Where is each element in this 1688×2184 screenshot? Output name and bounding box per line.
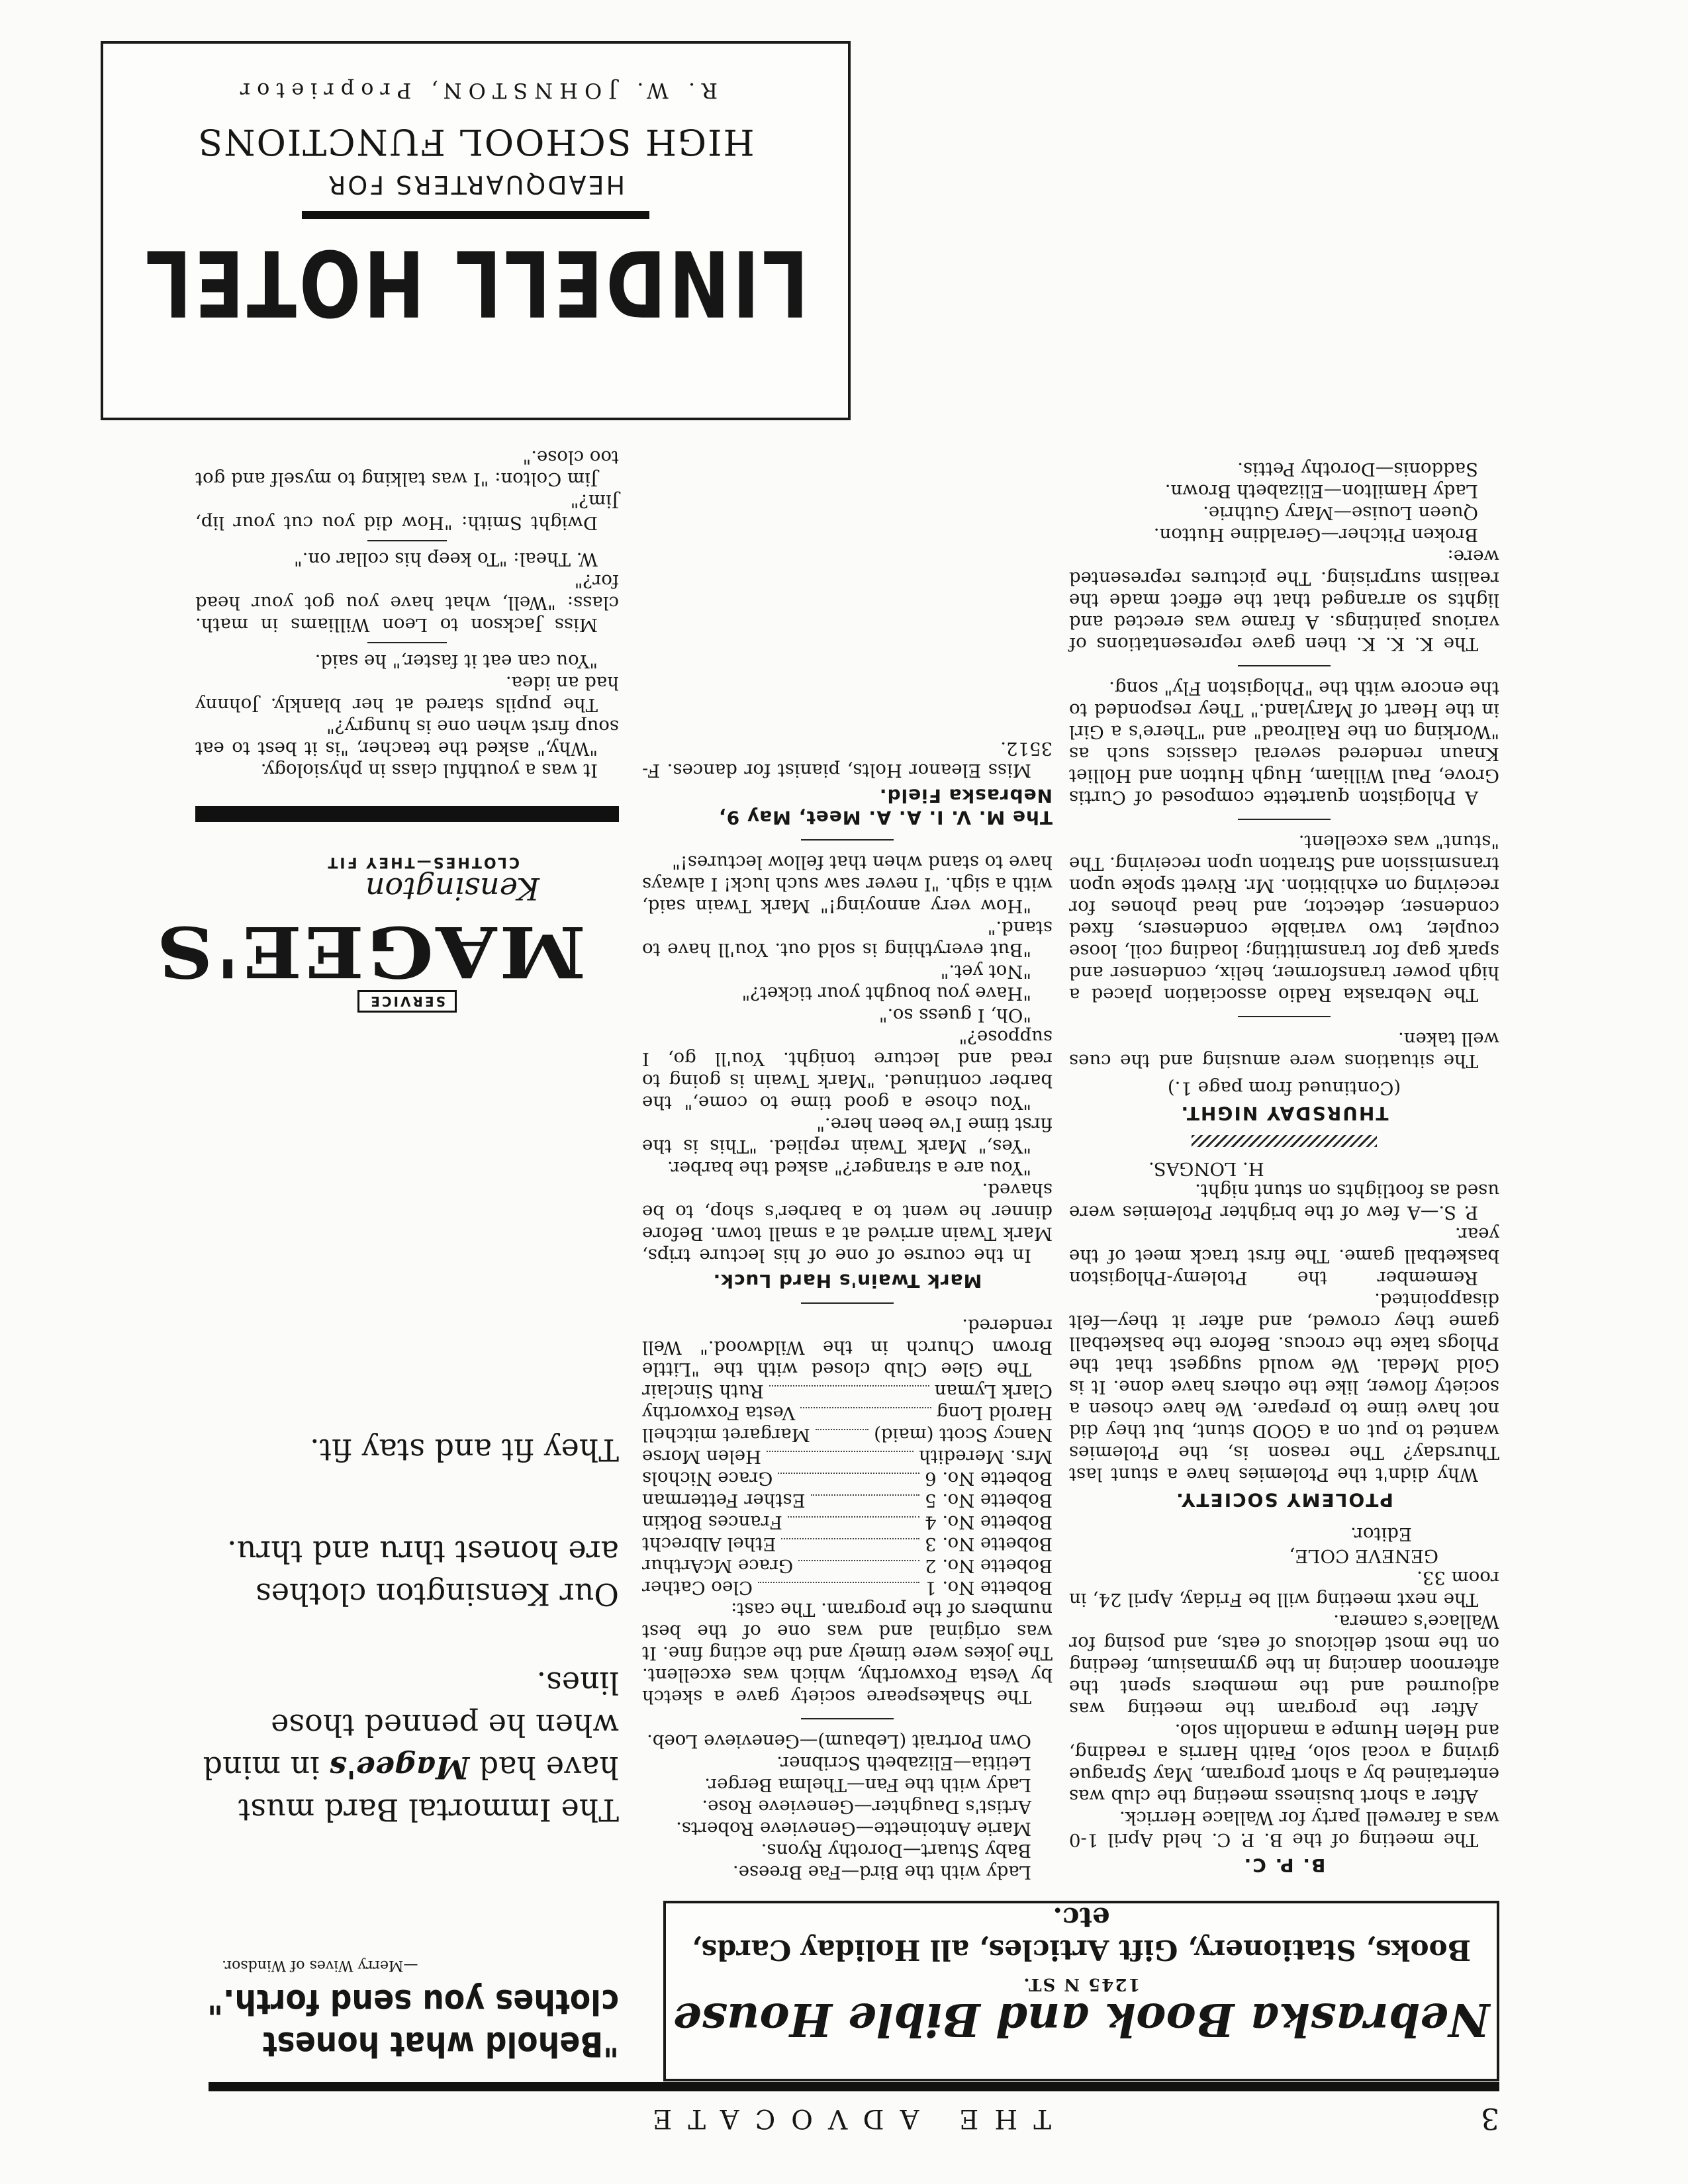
- list-item: Lady Hamilton—Elizabeth Brown.: [1164, 480, 1478, 502]
- paragraph: "Have you bought your ticket?": [741, 983, 1031, 1004]
- list-item: Letitia—Elizabeth Scribner.: [776, 1752, 1031, 1774]
- paragraph: It was a youthful class in physiology.: [260, 760, 598, 781]
- divider: [367, 540, 447, 541]
- paragraph: The pupils stared at her blankly. Johnny had an idea.: [195, 672, 619, 715]
- newspaper-title: THE ADVOCATE: [637, 2103, 1051, 2134]
- leader-dots: [811, 1494, 919, 1496]
- paragraph: After the program the meeting was adjourned and the members spent the afternoon dancing in the gymnasium, feeding on the most delicious of eats, and posing for Wallace's camera.: [1069, 1611, 1499, 1719]
- paragraph: "Why," asked the teacher, "is it best to eat soup first when one is hungry?": [195, 716, 619, 759]
- leader-dots: [798, 1560, 919, 1561]
- leader-dots: [788, 1516, 919, 1518]
- column-3-jokes: [195, 446, 619, 781]
- paragraph: In the course of one of his lecture trips, Mark Twain arrived at a small town. Before dinner he went to a barber's shop, to be shaved.: [642, 1179, 1053, 1266]
- ad-verse-2: Our Kensington clothes are honest thru and thru.: [227, 1534, 619, 1612]
- magees-ad: [154, 804, 619, 2065]
- cast-role: Harold Long: [936, 1402, 1053, 1424]
- list-item: Broken Pitcher—Geraldine Hutton.: [1153, 524, 1478, 545]
- paragraph: The Glee Club closed with the "Little Brown Church in the Wildwood." Well rendered.: [642, 1315, 1053, 1380]
- paragraph: Dwight Smith: "How did you cut your lip, Jim?": [195, 490, 619, 533]
- cast-actor: Helen Morse: [642, 1446, 762, 1467]
- paragraph: The Shakespeare society gave a sketch by Vesta Foxworthy, which was excellent. The jokes were timely and the acting fine. It was original and was one of the best numbers of the program. The cast:: [642, 1599, 1053, 1707]
- paragraph: The Nebraska Radio association placed a high power transformer, helix, condenser and spark gap for transmitting; loading coil, loose coupler, two variable condensers, fixed condenser, detector, and head phones for receiving on exhibition. Mr. Rivett spoke upon transmission and Stratton upon receiving. The "stunt" was excellent.: [1069, 831, 1499, 1005]
- cast-row: [642, 1424, 1053, 1445]
- page-header: [0, 2091, 1688, 2138]
- cast-row: [642, 1380, 1053, 1402]
- cast-actor: Vesta Foxworthy: [642, 1402, 796, 1424]
- cast-role: Bobette No. 2: [925, 1555, 1053, 1576]
- cast-role: Nancy Scott (maid): [874, 1424, 1053, 1445]
- divider: [367, 642, 447, 643]
- cast-row: [642, 1511, 1053, 1533]
- thursday-subheading: (Continued from page 1.): [1167, 1077, 1401, 1099]
- logo-script: Kensington: [365, 871, 539, 907]
- paragraph: The meeting of the B. P. C. held April 1-0 was a farewell party for Wallace Herrick.: [1069, 1807, 1499, 1850]
- paragraph: Miss Jackson to Leon Williams in math. class: "Well, what have you got your head for?": [195, 570, 619, 635]
- column-1: [1069, 458, 1499, 1883]
- ptolemy-heading: PTOLEMY SOCIETY.: [1175, 1489, 1393, 1511]
- cast-role: Bobette No. 4: [925, 1512, 1053, 1533]
- leader-dots: [800, 1407, 931, 1408]
- header-rule: [209, 2082, 1499, 2091]
- signature: GENEVE COLE,: [1289, 1545, 1438, 1567]
- paragraph: A Phlogiston quartette composed of Curtis Grove, Paul William, Hugh Hutton and Holliet Knaun rendered several classics such as "Working on the Railroad" and "There's a Girl in the Heart of Maryland." They responded to the encore with the "Phlogiston Fly" song.: [1069, 678, 1499, 808]
- cast-actor: Grace Nichols: [642, 1468, 773, 1489]
- cast-row: [642, 1467, 1053, 1489]
- cast-row: [642, 1445, 1053, 1467]
- logo-service-tag: SERVICE: [357, 990, 457, 1013]
- divider: [801, 1718, 894, 1719]
- paragraph: Remember the Ptolemy-Phlogiston basketball game. The first track meet of the year.: [1069, 1224, 1499, 1289]
- cast-actor: Cleo Cather: [642, 1577, 753, 1598]
- paragraph: "Not yet.": [940, 961, 1031, 982]
- paragraph: "How very annoying!" Mark Twain said, with a sigh. "I never saw such luck! I always have to stand when that fellow lectures!": [642, 852, 1053, 917]
- paragraph: The situations were amusing and the cues well taken.: [1069, 1028, 1499, 1071]
- cast-actor: Frances Botkin: [642, 1512, 782, 1533]
- divider: [1238, 665, 1331, 666]
- logo-tagline: CLOTHES—THEY FIT: [326, 854, 520, 870]
- cast-actor: Esther Fetterman: [642, 1490, 806, 1511]
- paragraph: After a short business meeting the club was entertained by a short program, May Sprague giving a vocal solo, Faith Harris a reading, and Helen Humpe a mandolin solo.: [1069, 1720, 1499, 1807]
- ad-bottom-rule: [195, 806, 619, 822]
- paragraph: "You chose a good time to come," the barber continued. "Mark Twain is going to read and lecture tonight. You'll go, I suppose?": [642, 1026, 1053, 1113]
- hotel-functions: HIGH SCHOOL FUNCTIONS: [197, 121, 755, 163]
- column-2: [642, 737, 1053, 1883]
- magees-logo: [154, 841, 619, 1013]
- ad-verse-text: in mind when he penned those lines.: [203, 1665, 619, 1786]
- cast-role: Bobette No. 3: [925, 1533, 1053, 1555]
- book-house-ad: [663, 1901, 1499, 2081]
- ad-brand-name: Magee's: [329, 1750, 469, 1786]
- ad-verse-text: The Immortal Bard must have had: [238, 1750, 619, 1828]
- lindell-hotel-ad: [101, 41, 851, 420]
- ad-verse-1: [195, 1662, 619, 1831]
- divider: [801, 1302, 894, 1304]
- hotel-headquarters: HEADQUARTERS FOR: [326, 170, 626, 199]
- list-item: Marie Antoinette—Genevieve Roberts.: [676, 1818, 1031, 1839]
- cast-row: [642, 1533, 1053, 1555]
- page-number: 3: [1481, 2101, 1499, 2135]
- cast-actor: Ethel Albrecht: [642, 1533, 776, 1555]
- mvia-heading: The M. V. I. A. A. Meet, May 9, Nebraska Field.: [718, 785, 1053, 829]
- cast-role: Bobette No. 1: [925, 1577, 1053, 1598]
- cast-role: Bobette No. 6: [925, 1468, 1053, 1489]
- ad-quote-attribution: —Merry Wives of Windsor.: [222, 1957, 418, 1974]
- paragraph: "But everything is sold out. You'll have to stand.": [642, 917, 1053, 960]
- leader-dots: [816, 1429, 868, 1430]
- cast-actor: Grace McArthur: [642, 1555, 794, 1576]
- twain-heading: Mark Twain's Hard Luck.: [712, 1270, 982, 1292]
- cast-role: Mrs. Meredith: [919, 1446, 1053, 1467]
- book-house-name: Nebraska Book and Bible House: [673, 1993, 1490, 2046]
- paragraph: "You can eat it faster," he said.: [314, 651, 598, 672]
- paragraph: Why didn't the Ptolemies have a stunt last Thursday? The reason is, the Ptolemies wanted to put on a GOOD stunt, but they did not have time to prepare. We have chosen a society flower, like the others have done. It is Gold Medal. We would suggest that the Phlogs take the crocus. Before the basketball game they crowed, and after it they—felt disappointed.: [1069, 1289, 1499, 1485]
- hotel-name: LINDELL HOTEL: [142, 230, 809, 336]
- section-divider: [1192, 1135, 1377, 1147]
- leader-dots: [778, 1473, 919, 1474]
- paragraph: P. S.—A few of the brighter Ptolemies were used as footlights on stunt night.: [1069, 1180, 1499, 1223]
- ad-quote: "Behold what honest clothes you send forth.": [207, 1981, 619, 2064]
- paragraph: Jim Colton: "I was talking to myself and got too close.": [195, 447, 619, 490]
- paragraph: The next meeting will be Friday, April 24, in room 33.: [1069, 1567, 1499, 1610]
- divider: [801, 839, 894, 841]
- book-house-tagline: Books, Stationery, Gift Articles, all Holiday Cards, etc.: [691, 1901, 1472, 1966]
- list-item: Baby Stuart—Dorothy Ryons.: [761, 1840, 1031, 1861]
- ad-verse-3: They fit and stay fit.: [310, 1432, 619, 1468]
- cast-actor: Ruth Sinclair: [642, 1381, 764, 1402]
- list-item: Own Portrait (Lebaum)—Genevieve Loeb.: [647, 1731, 1031, 1752]
- paragraph: "You are a stranger?" asked the barber.: [667, 1158, 1031, 1179]
- divider: [1238, 1016, 1331, 1017]
- hotel-rule: [302, 211, 649, 219]
- paragraph: "Oh, I guess so.": [878, 1005, 1031, 1026]
- cast-row: [642, 1402, 1053, 1424]
- cast-row: [642, 1576, 1053, 1598]
- paragraph: The K. K. K. then gave representations of various paintings. A frame was erected and lights so arranged that the effect made the realism surprising. The pictures represented were:: [1069, 546, 1499, 655]
- list-item: Queen Louise—Mary Guthrie.: [1203, 502, 1478, 523]
- divider: [1238, 819, 1331, 820]
- signature: H. LONGAS.: [1149, 1158, 1264, 1179]
- list-item: Lady with the Fan—Thelma Berger.: [704, 1774, 1031, 1796]
- cast-role: Bobette No. 5: [925, 1490, 1053, 1511]
- leader-dots: [782, 1538, 920, 1539]
- leader-dots: [758, 1582, 919, 1583]
- cast-row: [642, 1489, 1053, 1511]
- leader-dots: [769, 1385, 929, 1387]
- signature-title: Editor.: [1350, 1524, 1412, 1545]
- bpc-heading: B. P. C.: [1243, 1854, 1326, 1876]
- hotel-proprietor: R. W. JOHNSTON, Proprietor: [233, 78, 718, 103]
- thursday-heading: THURSDAY NIGHT.: [1180, 1103, 1389, 1124]
- leader-dots: [767, 1451, 914, 1452]
- list-item: Saddonis—Dorothy Pettis.: [1237, 459, 1478, 480]
- book-house-address: 1245 N ST.: [1022, 1974, 1141, 1994]
- cast-actor: Margaret mitchell: [642, 1424, 810, 1445]
- cast-role: Clark Lyman: [934, 1381, 1053, 1402]
- paragraph: W. Theal: "To keep his collar on.": [293, 549, 598, 570]
- paragraph: "Yes," Mark Twain replied. "This is the first time I've been here.": [642, 1114, 1053, 1157]
- list-item: Artist's Daughter—Genevieve Rose.: [702, 1796, 1031, 1817]
- paragraph: Miss Eleanor Holts, pianist for dances. F-3512.: [642, 738, 1053, 781]
- list-item: Lady with the Bird—Fae Breese.: [732, 1862, 1031, 1883]
- cast-row: [642, 1555, 1053, 1576]
- logo-wordmark: MAGEE'S: [154, 910, 586, 994]
